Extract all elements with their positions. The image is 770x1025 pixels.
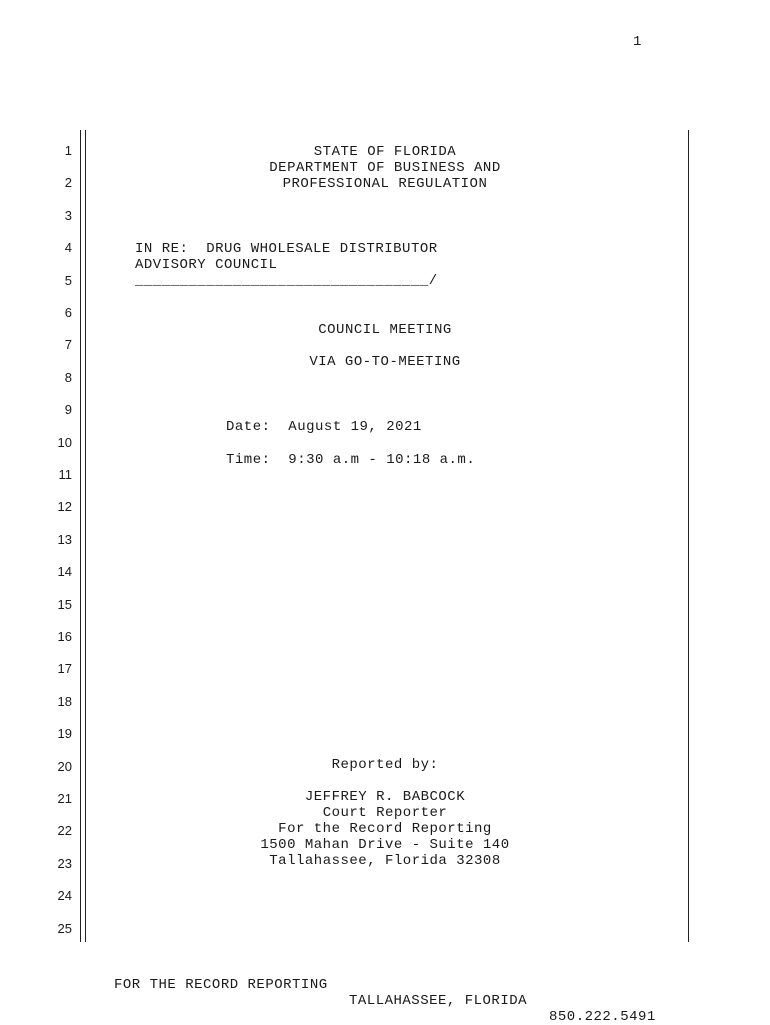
line-number: 12	[57, 499, 72, 515]
heading-regulation: PROFESSIONAL REGULATION	[282, 176, 488, 192]
line-number: 23	[57, 855, 72, 871]
in-re-line-2: ADVISORY COUNCIL	[135, 257, 278, 273]
meeting-date: Date: August 19, 2021	[226, 419, 422, 435]
line-number: 19	[57, 726, 72, 742]
line-number: 21	[57, 791, 72, 806]
line-number: 20	[57, 758, 72, 774]
heading-department: DEPARTMENT OF BUSINESS AND	[269, 160, 501, 176]
heading-state: STATE OF FLORIDA	[313, 144, 457, 160]
line-number: 17	[57, 661, 72, 677]
line-number: 6	[64, 305, 72, 320]
line-number: 24	[57, 888, 72, 904]
line-number: 18	[57, 693, 72, 709]
reporter-address: 1500 Mahan Drive - Suite 140	[260, 837, 510, 853]
line-number: 4	[64, 240, 72, 256]
line-number: 1	[64, 143, 72, 158]
line-number: 11	[58, 467, 72, 482]
line-number: 5	[64, 272, 72, 288]
line-number: 14	[57, 564, 72, 580]
line-number: 25	[57, 920, 72, 936]
in-re-underline: _________________________________/	[135, 273, 438, 289]
footer-city: TALLAHASSEE, FLORIDA	[349, 993, 528, 1009]
page-number: 1	[633, 34, 642, 50]
reported-by-label: Reported by:	[331, 757, 439, 773]
line-number: 7	[64, 337, 72, 353]
line-number: 13	[57, 531, 72, 547]
meeting-title: COUNCIL MEETING	[318, 322, 452, 338]
in-re-line-1: IN RE: DRUG WHOLESALE DISTRIBUTOR	[135, 241, 438, 257]
reporter-title: Court Reporter	[322, 805, 448, 821]
line-number: 16	[57, 629, 72, 644]
line-number: 10	[57, 434, 72, 450]
line-number: 9	[64, 402, 72, 418]
footer-company: FOR THE RECORD REPORTING	[114, 977, 328, 993]
reporter-name: JEFFREY R. BABCOCK	[304, 789, 466, 805]
line-number: 22	[57, 823, 72, 839]
page-footer	[0, 961, 770, 1025]
reporter-city: Tallahassee, Florida 32308	[269, 853, 501, 869]
meeting-time: Time: 9:30 a.m - 10:18 a.m.	[226, 452, 476, 468]
footer-phone: 850.222.5491	[549, 1009, 656, 1025]
reporter-company: For the Record Reporting	[278, 821, 492, 837]
meeting-via: VIA GO-TO-MEETING	[309, 354, 461, 370]
line-number: 2	[64, 175, 72, 191]
line-number: 8	[64, 369, 72, 385]
line-number: 3	[64, 207, 72, 223]
line-number: 15	[57, 596, 72, 612]
